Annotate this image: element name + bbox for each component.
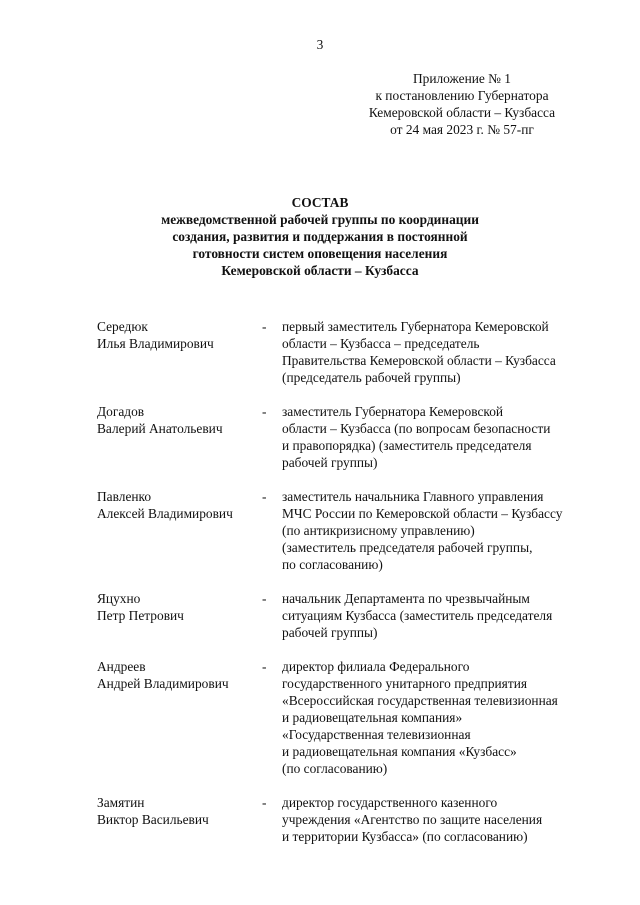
- member-role: [282, 590, 617, 641]
- member-role: [282, 794, 617, 845]
- role-line: «Всероссийская государственная телевизионная: [282, 693, 558, 708]
- member-entry: [97, 658, 617, 777]
- role-line: (по согласованию): [282, 761, 388, 776]
- role-line: учреждения «Агентство по защите населения: [282, 812, 543, 827]
- member-surname: Яцухно: [97, 591, 141, 606]
- role-line: и правопорядка) (заместитель председателя: [282, 438, 532, 453]
- member-surname: Догадов: [97, 404, 145, 419]
- annex-date: от 24 мая 2023 г. № 57-пг: [390, 122, 534, 137]
- member-name: [97, 488, 262, 573]
- heading-title: СОСТАВ: [291, 195, 349, 210]
- heading-line: Кемеровской области – Кузбасса: [221, 263, 419, 278]
- role-line: государственного унитарного предприятия: [282, 676, 528, 691]
- member-given-name: Виктор Васильевич: [97, 812, 209, 827]
- member-name: [97, 590, 262, 641]
- member-name: [97, 658, 262, 777]
- heading-line: межведомственной рабочей группы по координации: [161, 212, 479, 227]
- document-heading: [0, 194, 640, 279]
- member-name: [97, 318, 262, 386]
- role-line: и территории Кузбасса» (по согласованию): [282, 829, 528, 844]
- member-entry: [97, 318, 617, 386]
- member-dash: -: [262, 319, 267, 334]
- member-entry: [97, 590, 617, 641]
- role-line: и радиовещательная компания «Кузбасс»: [282, 744, 517, 759]
- role-line: ситуациям Кузбасса (заместитель председателя: [282, 608, 553, 623]
- member-given-name: Илья Владимирович: [97, 336, 214, 351]
- annex-title: Приложение № 1: [412, 71, 512, 86]
- member-role: [282, 488, 617, 573]
- member-surname: Павленко: [97, 489, 152, 504]
- role-line: по согласованию): [282, 557, 383, 572]
- member-name: [97, 794, 262, 845]
- role-line: первый заместитель Губернатора Кемеровской: [282, 319, 549, 334]
- member-entry: [97, 794, 617, 845]
- member-given-name: Валерий Анатольевич: [97, 421, 223, 436]
- role-line: «Государственная телевизионная: [282, 727, 471, 742]
- annex-line: к постановлению Губернатора: [375, 88, 549, 103]
- member-dash: -: [262, 795, 267, 810]
- heading-line: создания, развития и поддержания в постоянной: [172, 229, 468, 244]
- role-line: заместитель начальника Главного управления: [282, 489, 544, 504]
- member-role: [282, 403, 617, 471]
- page-number: 3: [316, 37, 324, 52]
- role-line: МЧС России по Кемеровской области – Кузбассу: [282, 506, 563, 521]
- member-role: [282, 658, 617, 777]
- member-given-name: Андрей Владимирович: [97, 676, 229, 691]
- annex-block: [332, 70, 592, 138]
- role-line: директор государственного казенного: [282, 795, 498, 810]
- role-line: рабочей группы): [282, 455, 378, 470]
- member-surname: Андреев: [97, 659, 146, 674]
- member-dash: -: [262, 489, 267, 504]
- member-dash: -: [262, 404, 267, 419]
- member-given-name: Петр Петрович: [97, 608, 184, 623]
- heading-line: готовности систем оповещения населения: [192, 246, 448, 261]
- member-surname: Середюк: [97, 319, 148, 334]
- member-entry: [97, 403, 617, 471]
- role-line: заместитель Губернатора Кемеровской: [282, 404, 504, 419]
- role-line: области – Кузбасса – председатель: [282, 336, 480, 351]
- role-line: Правительства Кемеровской области – Кузбасса: [282, 353, 556, 368]
- role-line: начальник Департамента по чрезвычайным: [282, 591, 530, 606]
- member-role: [282, 318, 617, 386]
- role-line: (председатель рабочей группы): [282, 370, 461, 385]
- members-list: [97, 318, 617, 862]
- member-given-name: Алексей Владимирович: [97, 506, 233, 521]
- role-line: (по антикризисному управлению): [282, 523, 475, 538]
- role-line: директор филиала Федерального: [282, 659, 470, 674]
- member-name: [97, 403, 262, 471]
- member-dash: -: [262, 591, 267, 606]
- role-line: (заместитель председателя рабочей группы,: [282, 540, 533, 555]
- member-surname: Замятин: [97, 795, 145, 810]
- role-line: и радиовещательная компания»: [282, 710, 463, 725]
- role-line: области – Кузбасса (по вопросам безопасности: [282, 421, 551, 436]
- annex-line: Кемеровской области – Кузбасса: [368, 105, 556, 120]
- member-entry: [97, 488, 617, 573]
- member-dash: -: [262, 659, 267, 674]
- role-line: рабочей группы): [282, 625, 378, 640]
